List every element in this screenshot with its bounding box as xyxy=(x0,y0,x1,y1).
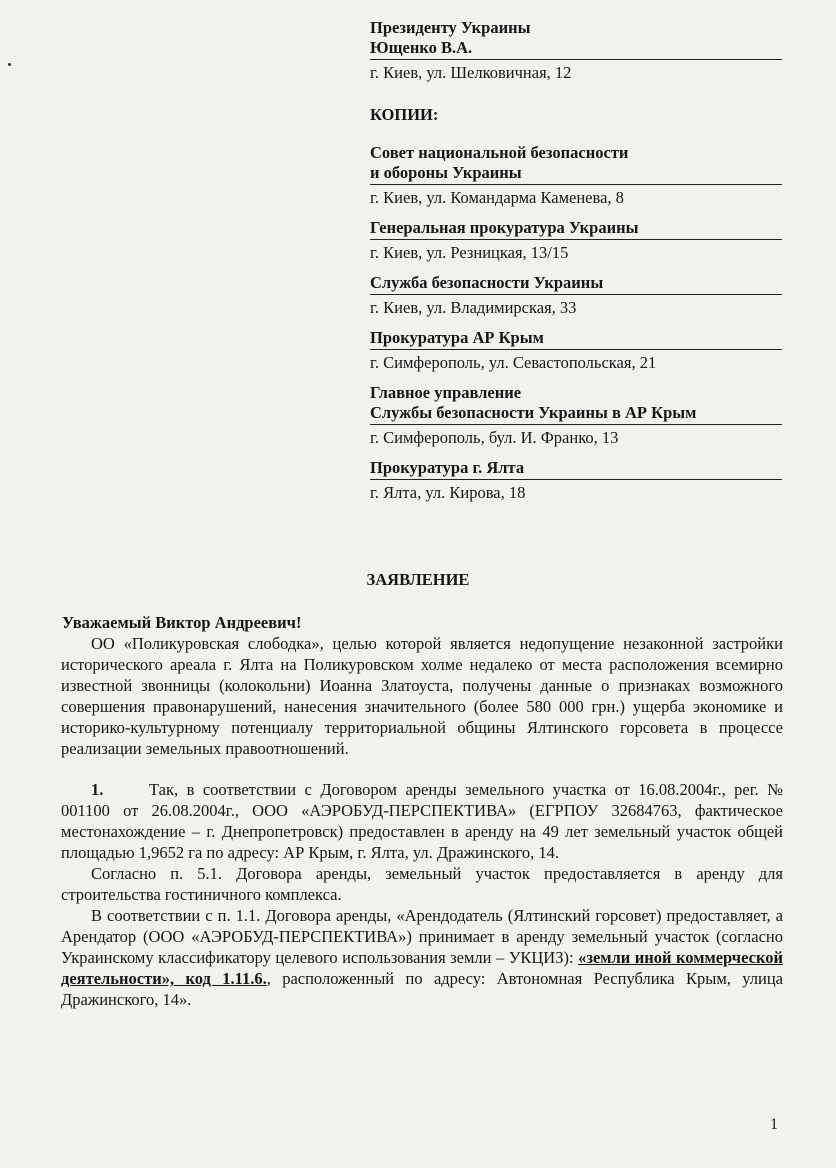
recipient-address: г. Ялта, ул. Кирова, 18 xyxy=(370,483,526,502)
copy-recipient xyxy=(370,218,782,263)
recipient-name-line: Ющенко В.А. xyxy=(370,38,473,57)
recipient-name-line: Служба безопасности Украины xyxy=(370,273,604,292)
paragraph-2: Согласно п. 5.1. Договора аренды, земельный участок предоставляется в аренду для строительства гостиничного комплекса. xyxy=(61,864,783,904)
copy-recipient xyxy=(370,273,782,318)
copy-recipient xyxy=(370,383,782,448)
recipient-address: г. Симферополь, бул. И. Франко, 13 xyxy=(370,428,619,447)
recipient-name-line: Прокуратура г. Ялта xyxy=(370,458,525,477)
copies-label: КОПИИ: xyxy=(370,105,439,124)
divider xyxy=(370,184,782,185)
item-number: 1. xyxy=(91,780,104,799)
land-category-highlight: «земли иной коммерческой деятельности», код 1.11.6. xyxy=(61,948,783,988)
recipient-name-line: Совет национальной безопасности xyxy=(370,143,629,162)
recipient-address: г. Киев, ул. Владимирская, 33 xyxy=(370,298,577,317)
recipient-name-line: и обороны Украины xyxy=(370,163,522,182)
divider xyxy=(370,479,782,480)
divider xyxy=(370,239,782,240)
divider xyxy=(370,424,782,425)
copy-recipient xyxy=(370,328,782,373)
divider xyxy=(370,294,782,295)
item-1-text: Так, в соответствии с Договором аренды земельного участка от 16.08.2004г., рег. № 001100 от 26.08.2004г., ООО «АЭРОБУД-ПЕРСПЕКТИВА» (ЕГРПОУ 32684763, фактическое местонахождение – г. Днепропетровск) предоставлен в аренду на 49 лет земельный участок общей площадью 1,9652 га по адресу: АР Крым, г. Ялта, ул. Дражинского, 14. xyxy=(61,780,783,862)
recipient-address: г. Киев, ул. Командарма Каменева, 8 xyxy=(370,188,624,207)
recipient-name-line: Президенту Украины xyxy=(370,18,531,37)
recipient-president xyxy=(370,18,782,83)
intro-paragraph: ОО «Поликуровская слободка», целью которой является недопущение незаконной застройки исторического ареала г. Ялта на Поликуровском холме недалеко от места расположения всемирно известной звонницы (колокольни) Иоанна Златоуста, получены данные о признаках возможного совершения правонарушений, нанесения значительного (более 580 000 грн.) ущерба экономике и историко-культурному потенциалу территориальной общины Ялтинского горсовета в процессе реализации земельных правоотношений. xyxy=(61,634,783,758)
copy-recipient xyxy=(370,458,782,503)
greeting: Уважаемый Виктор Андреевич! xyxy=(62,613,302,632)
recipient-name-line: Генеральная прокуратура Украины xyxy=(370,218,639,237)
item-1-paragraph xyxy=(61,779,783,863)
document-body xyxy=(61,612,783,1010)
scan-speck xyxy=(8,63,11,66)
recipient-name-line: Прокуратура АР Крым xyxy=(370,328,544,347)
recipients-block xyxy=(370,18,782,513)
document-title: ЗАЯВЛЕНИЕ xyxy=(366,570,470,589)
divider xyxy=(370,349,782,350)
paragraph-3: В соответствии с п. 1.1. Договора аренды, «Арендодатель (Ялтинский горсовет) предоставляет, а Арендатор (ООО «АЭРОБУД-ПЕРСПЕКТИВА») принимает в аренду земельный участок (согласно Украинскому классификатору целевого использования земли – УКЦИЗ): «земли иной коммерческой деятельности», код 1.11.6., расположенный по адресу: Автономная Республика Крым, улица Дражинского, 14». xyxy=(61,906,784,1009)
copy-recipient xyxy=(370,143,782,208)
recipient-address: г. Киев, ул. Шелковичная, 12 xyxy=(370,63,572,82)
divider xyxy=(370,59,782,60)
page-number: 1 xyxy=(770,1116,778,1133)
recipient-name-line: Главное управление xyxy=(370,383,522,402)
recipient-address: г. Киев, ул. Резницкая, 13/15 xyxy=(370,243,569,262)
recipient-name-line: Службы безопасности Украины в АР Крым xyxy=(370,403,697,422)
recipient-address: г. Симферополь, ул. Севастопольская, 21 xyxy=(370,353,657,372)
